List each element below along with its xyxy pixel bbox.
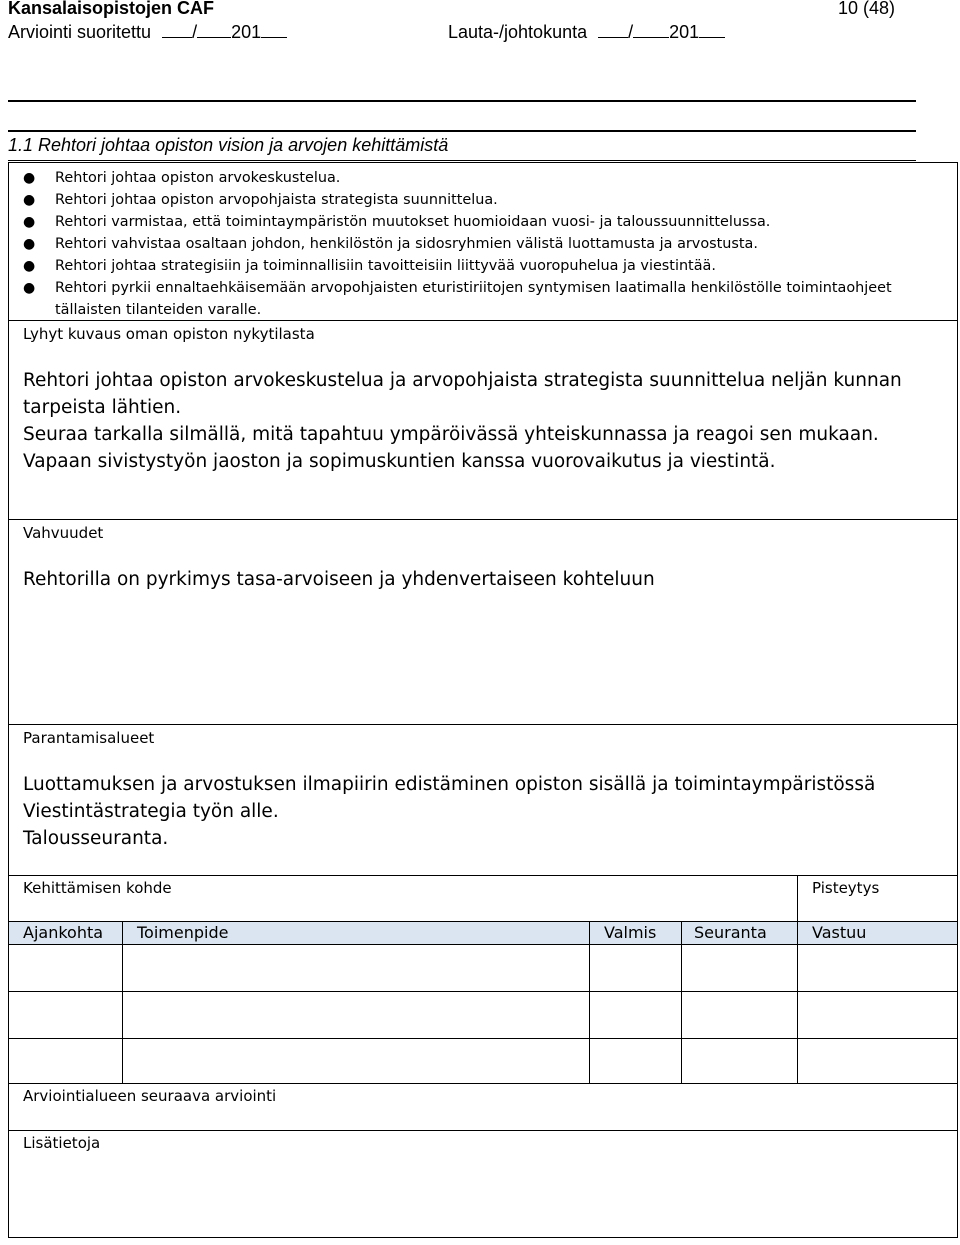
table-cell[interactable] <box>797 991 958 1039</box>
th-valmis: Valmis <box>589 921 682 945</box>
board-year: 201 <box>669 22 700 42</box>
table-cell[interactable] <box>681 1038 798 1084</box>
table-cell[interactable] <box>8 991 123 1039</box>
score-cell[interactable] <box>797 875 958 922</box>
table-cell[interactable] <box>797 1038 958 1084</box>
section-divider-top <box>8 130 916 132</box>
table-cell[interactable] <box>122 991 590 1039</box>
evaluated-label: Arviointi suoritettu <box>8 22 152 42</box>
next-evaluation-label: Arviointialueen seuraava arviointi <box>23 1087 277 1105</box>
board-sep: / <box>628 22 634 42</box>
list-item: ● Rehtori pyrkii ennaltaehkäisemään arvopohjaisten eturistiriitojen syntymisen laatimalla henkilöstölle toimintaohjeet tällaisten tilanteiden varalle. <box>9 277 959 321</box>
current-state-label: Lyhyt kuvaus oman opiston nykytilasta <box>23 325 315 343</box>
bullet-icon: ● <box>23 258 36 274</box>
document-title: Kansalaisopistojen CAF <box>8 0 215 18</box>
improvements-label: Parantamisalueet <box>23 729 155 747</box>
list-item: ● Rehtori johtaa strategisiin ja toiminnallisiin tavoitteisiin liittyvää vuoropuhelua ja viestintää. <box>9 255 959 277</box>
improvements-box[interactable] <box>8 724 958 876</box>
strengths-label: Vahvuudet <box>23 524 104 542</box>
list-item: ● Rehtori johtaa opiston arvopohjaista strategista suunnittelua. <box>9 189 959 211</box>
table-cell[interactable] <box>797 944 958 992</box>
evaluated-date-field[interactable] <box>8 21 287 43</box>
evaluated-year: 201 <box>231 22 262 42</box>
improvements-text[interactable]: Luottamuksen ja arvostuksen ilmapiirin edistäminen opiston sisällä ja toimintaympäristössä Viestintästrategia työn alle. Talousseuranta. <box>23 774 876 849</box>
criteria-list <box>9 167 959 321</box>
table-cell[interactable] <box>589 1038 682 1084</box>
table-cell[interactable] <box>8 944 123 992</box>
current-state-text[interactable]: Rehtori johtaa opiston arvokeskustelua ja arvopohjaista strategista suunnittelua neljän kunnan tarpeista lähtien. Seuraa tarkalla silmällä, mitä tapahtuu ympäröivässä yhteiskunnassa ja reagoi sen mukaan. Vapaan sivistystyön jaoston ja sopimuskuntien kanssa vuorovaikutus ja viestintä. <box>23 370 902 472</box>
board-date-field[interactable] <box>448 21 725 43</box>
table-cell[interactable] <box>589 944 682 992</box>
bullet-icon: ● <box>23 280 36 296</box>
list-item: ● Rehtori varmistaa, että toimintaympäristön muutokset huomioidaan vuosi- ja taloussuunnittelussa. <box>9 211 959 233</box>
table-cell[interactable] <box>589 991 682 1039</box>
table-cell[interactable] <box>122 944 590 992</box>
development-target-cell[interactable] <box>8 875 798 922</box>
strengths-text[interactable]: Rehtorilla on pyrkimys tasa-arvoiseen ja yhdenvertaiseen kohteluun <box>23 569 655 590</box>
header-divider <box>8 100 916 102</box>
th-vastuu: Vastuu <box>797 921 958 945</box>
bullet-icon: ● <box>23 192 36 208</box>
current-state-box[interactable] <box>8 320 958 520</box>
additional-info-box[interactable] <box>8 1130 958 1238</box>
table-cell[interactable] <box>122 1038 590 1084</box>
board-label: Lauta-/johtokunta <box>448 22 588 42</box>
bullet-icon: ● <box>23 170 36 186</box>
additional-info-label: Lisätietoja <box>23 1134 101 1152</box>
table-cell[interactable] <box>681 944 798 992</box>
table-cell[interactable] <box>8 1038 123 1084</box>
bullet-icon: ● <box>23 214 36 230</box>
score-label: Pisteytys <box>812 879 880 897</box>
table-cell[interactable] <box>681 991 798 1039</box>
bullet-icon: ● <box>23 236 36 252</box>
th-toimenpide: Toimenpide <box>122 921 590 945</box>
list-item: ● Rehtori vahvistaa osaltaan johdon, henkilöstön ja sidosryhmien välistä luottamusta ja arvostusta. <box>9 233 959 255</box>
list-item: ● Rehtori johtaa opiston arvokeskustelua. <box>9 167 959 189</box>
section-divider-bottom <box>8 160 916 161</box>
th-seuranta: Seuranta <box>681 921 798 945</box>
th-ajankohta: Ajankohta <box>8 921 123 945</box>
criteria-box <box>8 162 958 320</box>
section-title: 1.1 Rehtori johtaa opiston vision ja arvojen kehittämistä <box>8 135 449 155</box>
evaluated-sep: / <box>192 22 198 42</box>
strengths-box[interactable] <box>8 519 958 725</box>
development-target-label: Kehittämisen kohde <box>23 879 172 897</box>
page-number: 10 (48) <box>838 0 896 18</box>
next-evaluation-box[interactable] <box>8 1083 958 1131</box>
